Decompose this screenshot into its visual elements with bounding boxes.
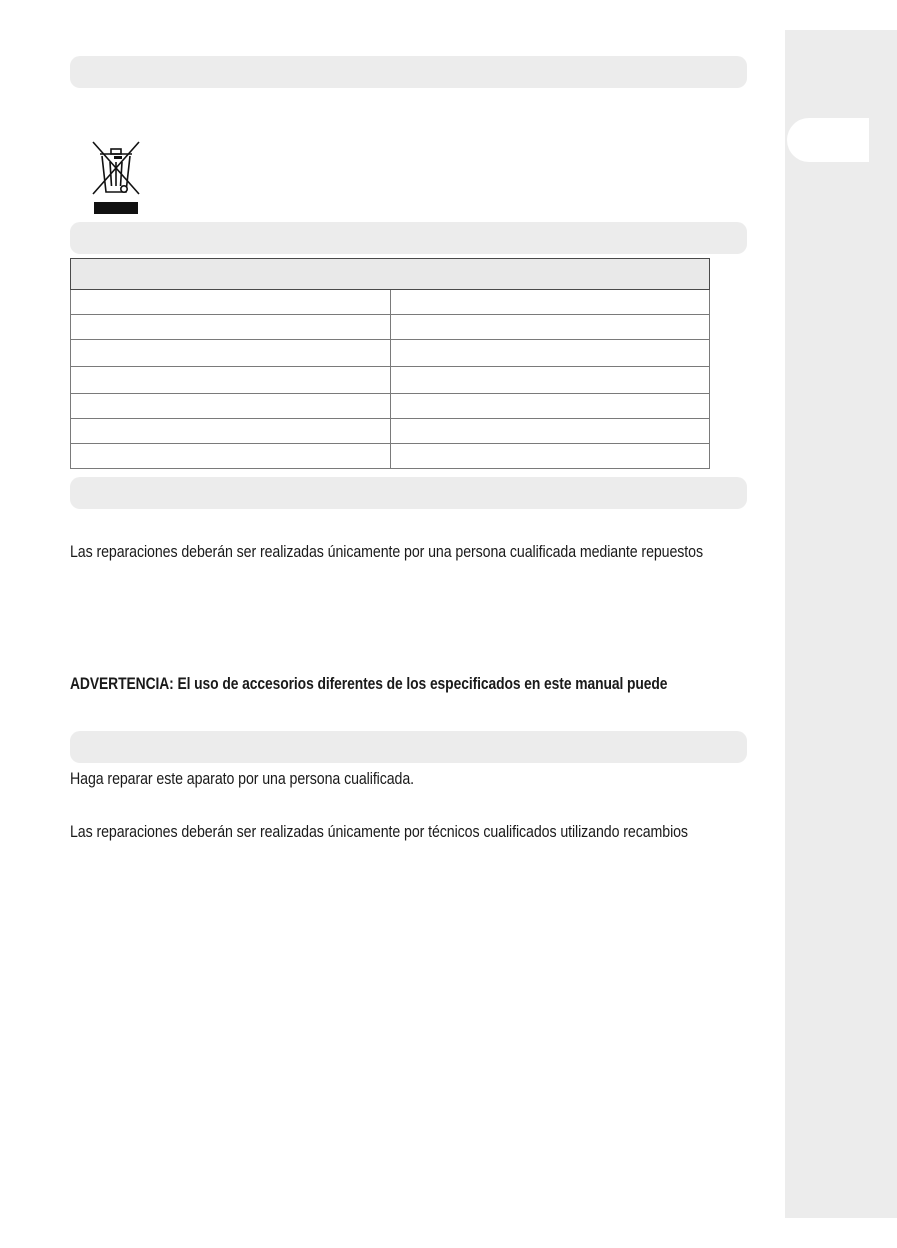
table-cell-label — [71, 290, 391, 315]
section-header-bar-service — [70, 731, 747, 763]
table-cell-label — [71, 340, 391, 367]
section-header-bar-environment — [70, 56, 747, 88]
table-cell-label — [71, 367, 391, 394]
section-header-bar-repairs — [70, 477, 747, 509]
service-note-paragraph: Haga reparar este aparato por una persona cualificada. — [70, 770, 415, 788]
table-cell-value — [390, 444, 710, 469]
technician-note-paragraph: Las reparaciones deberán ser realizadas únicamente por técnicos cualificados utilizando recambios — [70, 823, 688, 841]
table-row — [71, 394, 710, 419]
language-side-strip — [785, 30, 897, 1218]
table-row — [71, 419, 710, 444]
table-row — [71, 340, 710, 367]
warning-paragraph: ADVERTENCIA: El uso de accesorios diferentes de los especificados en este manual puede — [70, 675, 668, 693]
table-cell-label — [71, 394, 391, 419]
table-cell-value — [390, 367, 710, 394]
table-header-row — [71, 259, 710, 290]
table-cell-value — [390, 315, 710, 340]
repair-note-paragraph: Las reparaciones deberán ser realizadas únicamente por una persona cualificada mediante repuestos — [70, 543, 703, 561]
table-row — [71, 367, 710, 394]
table-cell-value — [390, 394, 710, 419]
table-header-cell — [71, 259, 710, 290]
table-cell-value — [390, 290, 710, 315]
specifications-table — [70, 258, 710, 469]
table-cell-label — [71, 419, 391, 444]
table-cell-value — [390, 340, 710, 367]
crossed-out-wheeled-bin-icon — [88, 138, 144, 216]
table-cell-value — [390, 419, 710, 444]
table-row — [71, 315, 710, 340]
table-cell-label — [71, 444, 391, 469]
language-tab — [787, 118, 869, 162]
section-header-bar-specifications — [70, 222, 747, 254]
table-row — [71, 444, 710, 469]
table-row — [71, 290, 710, 315]
table-cell-label — [71, 315, 391, 340]
